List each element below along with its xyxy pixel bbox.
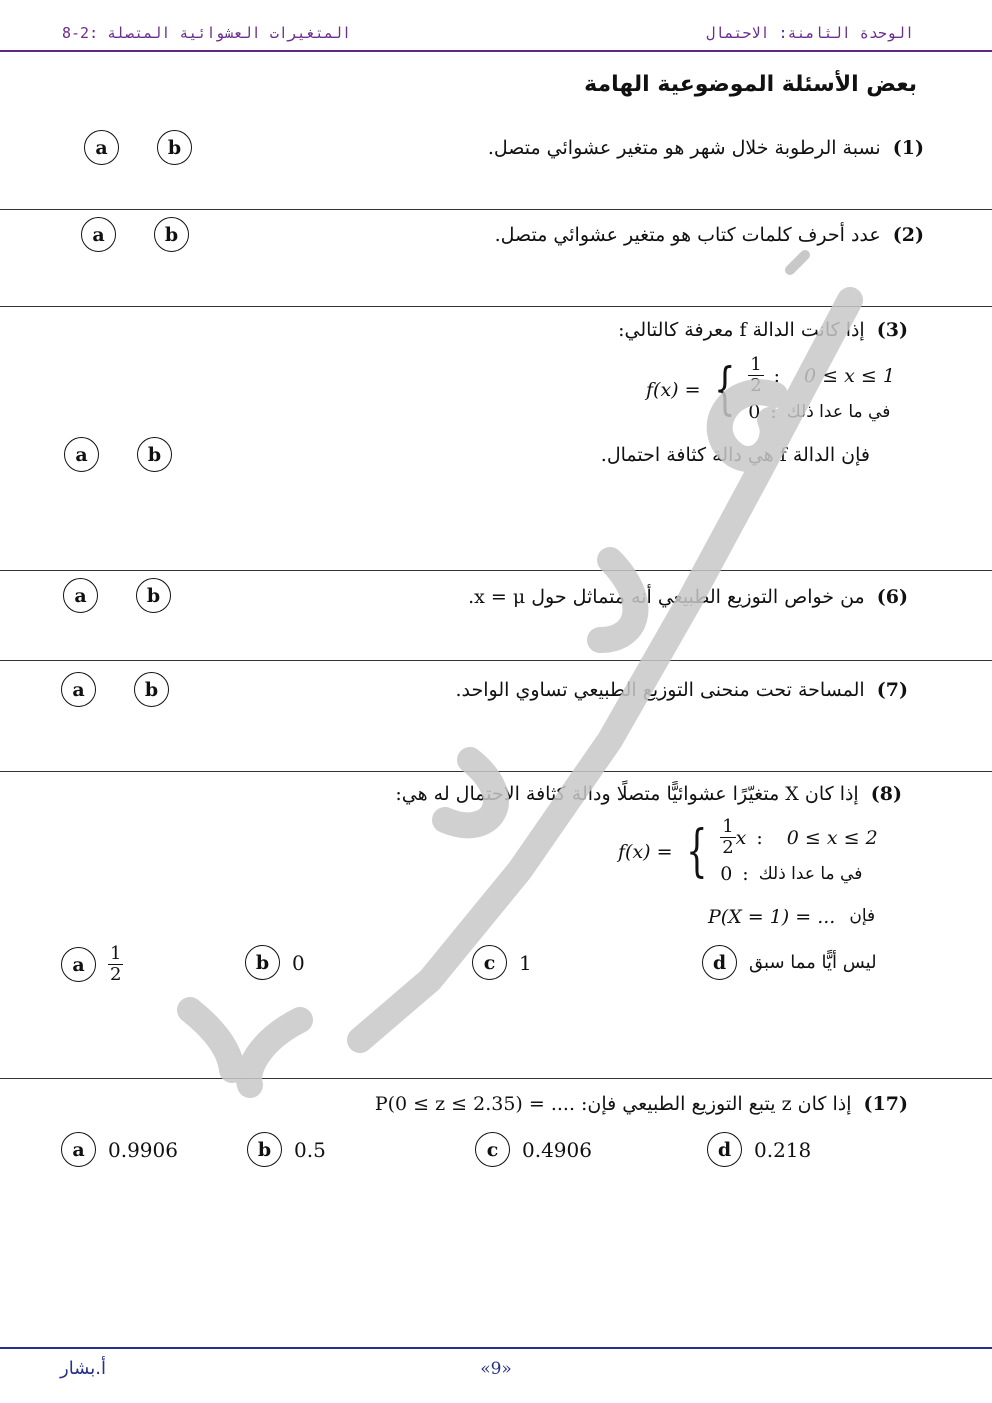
option-b[interactable]: [247, 1132, 326, 1167]
question-number: (2): [892, 224, 924, 246]
case-condition: في ما عدا ذلك: [758, 864, 863, 884]
author-name: أ.بشار: [60, 1358, 106, 1379]
question-divider: [0, 771, 992, 772]
option-letter: c: [472, 945, 507, 980]
question-text: إذا كانت الدالة f معرفة كالتالي:: [618, 319, 865, 341]
header-divider: [0, 50, 992, 52]
case-separator: :: [756, 826, 763, 849]
function-label: f(x) =: [646, 378, 701, 401]
page-number: «9»: [480, 1359, 512, 1379]
question-divider: [0, 1078, 992, 1079]
option-b[interactable]: [157, 130, 192, 165]
option-a[interactable]: [81, 217, 116, 252]
question-2: [495, 224, 924, 246]
option-letter: b: [157, 130, 192, 165]
option-a[interactable]: [64, 437, 99, 472]
option-letter: a: [61, 672, 96, 707]
question-divider: [0, 306, 992, 307]
option-letter: a: [63, 578, 98, 613]
section-title: 8-2: المتغيرات العشوائية المتصلة: [62, 24, 351, 42]
option-letter: b: [245, 945, 280, 980]
question-divider: [0, 570, 992, 571]
option-letter: c: [475, 1132, 510, 1167]
case-condition: في ما عدا ذلك: [786, 402, 891, 422]
option-value: 1: [519, 950, 532, 975]
option-d[interactable]: [707, 1132, 811, 1167]
option-b[interactable]: [134, 672, 169, 707]
then-label: فإن: [849, 906, 876, 926]
case-condition: 0 ≤ x ≤ 1: [804, 364, 895, 387]
question-text: نسبة الرطوبة خلال شهر هو متغير عشوائي متصل.: [487, 137, 881, 159]
question-number: (7): [876, 679, 908, 701]
option-letter: b: [134, 672, 169, 707]
question-number: (8): [870, 783, 902, 805]
page-title: بعض الأسئلة الموضوعية الهامة: [584, 72, 917, 97]
option-a[interactable]: [61, 1132, 178, 1167]
question-text: من خواص التوزيع الطبيعي أنه متماثل حول x = μ.: [468, 586, 865, 608]
question-text: عدد أحرف كلمات كتاب هو متغير عشوائي متصل.: [494, 224, 881, 246]
unit-title: الوحدة الثامنة: الاحتمال: [706, 24, 914, 42]
option-letter: d: [702, 945, 737, 980]
question-number: (1): [892, 137, 924, 159]
question-number: (3): [876, 319, 908, 341]
option-letter: a: [81, 217, 116, 252]
option-letter: d: [707, 1132, 742, 1167]
option-b[interactable]: [245, 945, 305, 980]
question-number: (6): [876, 586, 908, 608]
option-letter: b: [136, 578, 171, 613]
case-condition: 0 ≤ x ≤ 2: [786, 826, 878, 849]
case-1: [748, 356, 895, 395]
option-b[interactable]: [154, 217, 189, 252]
case-variable: x: [735, 826, 747, 849]
question-17: [375, 1093, 908, 1115]
option-value: ليس أيًّا مما سبق: [749, 952, 877, 973]
option-c[interactable]: [472, 945, 532, 980]
case-separator: :: [773, 364, 781, 387]
question-text: إذا كان z يتبع التوزيع الطبيعي فإن: .... = P(0 ≤ z ≤ 2.35): [374, 1093, 852, 1115]
option-value: $\frac{1}{2}$: [110, 943, 122, 985]
question-divider: [0, 660, 992, 661]
case-1: [720, 818, 877, 857]
option-a[interactable]: [61, 945, 123, 984]
question-text: المساحة تحت منحنى التوزيع الطبيعي تساوي الواحد.: [455, 679, 865, 701]
option-value: 0.218: [754, 1137, 812, 1162]
option-letter: b: [247, 1132, 282, 1167]
option-a[interactable]: [61, 672, 96, 707]
case-value: 0: [720, 863, 733, 885]
question-text: إذا كان X متغيّرًا عشوائيًّا متصلًا ودالة كثافة الاحتمال له هي:: [395, 783, 859, 805]
option-a[interactable]: [63, 578, 98, 613]
expression: P(X = 1) = ...: [708, 906, 836, 928]
case-2: [748, 401, 895, 423]
case-value: 0: [748, 401, 761, 423]
question-1: [488, 137, 924, 159]
option-letter: b: [137, 437, 172, 472]
option-letter: a: [64, 437, 99, 472]
option-b[interactable]: [137, 437, 172, 472]
brace: {: [713, 356, 736, 422]
option-a[interactable]: [84, 130, 119, 165]
function-label: f(x) =: [618, 840, 673, 863]
option-value: 0.5: [294, 1137, 326, 1162]
piecewise-function: [618, 818, 878, 885]
piecewise-function: [646, 356, 895, 423]
option-letter: b: [154, 217, 189, 252]
question-divider: [0, 209, 992, 210]
question-3: [618, 319, 908, 341]
question-7: [455, 679, 908, 701]
brace: {: [685, 818, 708, 884]
question-8: [395, 783, 902, 805]
option-c[interactable]: [475, 1132, 592, 1167]
option-letter: a: [84, 130, 119, 165]
option-b[interactable]: [136, 578, 171, 613]
fraction: $\frac{1}{2}$: [722, 816, 734, 858]
fraction: $\frac{1}{2}$: [750, 354, 762, 396]
question-conclusion: فإن الدالة f هي دالة كثافة احتمال.: [600, 444, 870, 466]
option-letter: a: [61, 1132, 96, 1167]
option-value: 0.4906: [522, 1137, 592, 1162]
option-letter: a: [61, 947, 96, 982]
option-value: 0.9906: [108, 1137, 178, 1162]
footer-divider: [0, 1347, 992, 1349]
option-value: 0: [292, 950, 305, 975]
case-separator: :: [742, 863, 749, 885]
option-d[interactable]: [702, 945, 877, 980]
question-number: (17): [863, 1093, 908, 1115]
case-separator: :: [770, 401, 777, 423]
case-2: [720, 863, 877, 885]
question-6: [468, 586, 908, 608]
question-expression: [708, 906, 875, 928]
